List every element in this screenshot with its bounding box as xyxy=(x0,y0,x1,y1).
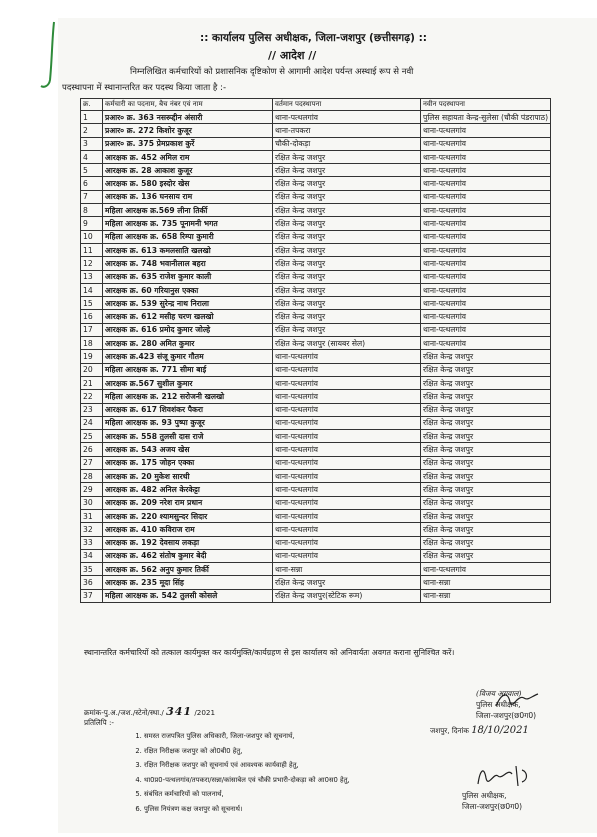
table-row xyxy=(81,337,551,350)
current-posting: थाना-पत्थलगांव xyxy=(273,416,421,429)
serial-number: 34 xyxy=(81,549,103,562)
serial-number: 27 xyxy=(81,456,103,469)
serial-number: 28 xyxy=(81,470,103,483)
serial-number: 23 xyxy=(81,403,103,416)
copy-item: 5. संबंधित कर्मचारियों को पालनार्थ, xyxy=(144,787,350,802)
serial-number: 33 xyxy=(81,536,103,549)
employee-name: महिला आरक्षक क्र. 542 तुलसी कोसले xyxy=(103,589,273,602)
new-posting: थाना-पत्थलगांव xyxy=(421,124,551,137)
current-posting: रक्षित केन्द्र जशपुर xyxy=(273,177,421,190)
column-header: क्र. xyxy=(81,99,103,111)
current-posting: रक्षित केन्द्र जशपुर xyxy=(273,150,421,163)
employee-name: आरक्षक क्र. 220 श्यामसुन्दर सिदार xyxy=(103,509,273,522)
copy-label: प्रतिलिपि :- xyxy=(84,718,115,727)
employee-name: महिला आरक्षक क्र. 658 रिम्पा कुमारी xyxy=(103,230,273,243)
new-posting: रक्षित केन्द्र जशपुर xyxy=(421,483,551,496)
new-posting: थाना-पत्थलगांव xyxy=(421,323,551,336)
new-posting: रक्षित केन्द्र जशपुर xyxy=(421,549,551,562)
current-posting: थाना-पत्थलगांव xyxy=(273,350,421,363)
table-row xyxy=(81,576,551,589)
employee-name: आरक्षक क्र. 558 तुलसी दास राजे xyxy=(103,430,273,443)
serial-number: 14 xyxy=(81,283,103,296)
serial-number: 11 xyxy=(81,243,103,256)
table-row xyxy=(81,124,551,137)
serial-number: 31 xyxy=(81,509,103,522)
copy-list xyxy=(132,729,350,817)
serial-number: 24 xyxy=(81,416,103,429)
new-posting: थाना-पत्थलगांव xyxy=(421,310,551,323)
signature-block-2 xyxy=(462,790,522,812)
current-posting: रक्षित केन्द्र जशपुर xyxy=(273,257,421,270)
column-header: वर्तमान पदस्थापना xyxy=(273,99,421,111)
new-posting: थाना-पत्थलगांव xyxy=(421,217,551,230)
current-posting: थाना-पत्थलगांव xyxy=(273,443,421,456)
new-posting: थाना-पत्थलगांव xyxy=(421,150,551,163)
table-row xyxy=(81,496,551,509)
serial-number: 4 xyxy=(81,150,103,163)
serial-number: 36 xyxy=(81,576,103,589)
date-label: दिनांक xyxy=(451,726,469,735)
employee-name: आरक्षक क्र. 543 अजय खेस xyxy=(103,443,273,456)
table-row xyxy=(81,509,551,522)
place-date xyxy=(430,725,529,736)
signature-block-1 xyxy=(476,688,536,721)
table-row xyxy=(81,403,551,416)
table-header-row xyxy=(81,99,551,111)
table-row xyxy=(81,376,551,389)
current-posting: थाना-पत्थलगांव xyxy=(273,363,421,376)
employee-name: महिला आरक्षक क्र. 212 सरोजनी खलखो xyxy=(103,390,273,403)
date-value: 18/10/2021 xyxy=(471,725,529,736)
new-posting: रक्षित केन्द्र जशपुर xyxy=(421,456,551,469)
new-posting: रक्षित केन्द्र जशपुर xyxy=(421,496,551,509)
serial-number: 6 xyxy=(81,177,103,190)
serial-number: 17 xyxy=(81,323,103,336)
new-posting: थाना-सन्ना xyxy=(421,576,551,589)
serial-number: 35 xyxy=(81,563,103,576)
employee-name: महिला आरक्षक क्र. 771 सीमा बाई xyxy=(103,363,273,376)
table-row xyxy=(81,297,551,310)
serial-number: 16 xyxy=(81,310,103,323)
new-posting: थाना-पत्थलगांव xyxy=(421,230,551,243)
current-posting: रक्षित केन्द्र जशपुर xyxy=(273,190,421,203)
new-posting: थाना-सन्ना xyxy=(421,589,551,602)
employee-name: आरक्षक क्र. 20 मुकेश सारथी xyxy=(103,470,273,483)
new-posting: रक्षित केन्द्र जशपुर xyxy=(421,523,551,536)
current-posting: रक्षित केन्द्र जशपुर(स्टेटिक रूम) xyxy=(273,589,421,602)
new-posting: रक्षित केन्द्र जशपुर xyxy=(421,363,551,376)
serial-number: 25 xyxy=(81,430,103,443)
new-posting: रक्षित केन्द्र जशपुर xyxy=(421,470,551,483)
place: जशपुर, xyxy=(430,726,450,735)
table-row xyxy=(81,283,551,296)
serial-number: 30 xyxy=(81,496,103,509)
signatory-name: (विजय अग्रवाल) xyxy=(476,689,522,698)
signatory-designation-2: पुलिस अधीक्षक, xyxy=(462,791,507,800)
table-row xyxy=(81,217,551,230)
new-posting: थाना-पत्थलगांव xyxy=(421,177,551,190)
employee-name: महिला आरक्षक क्र. 735 पूनामनी भगत xyxy=(103,217,273,230)
copy-item: 3. रक्षित निरीक्षक जशपुर को सूचनार्थ एवं आवश्यक कार्यवाही हेतु, xyxy=(144,758,350,773)
employee-name: महिला आरक्षक क्र.569 लीना तिर्की xyxy=(103,204,273,217)
order-heading: // आदेश // xyxy=(268,49,317,62)
current-posting: रक्षित केन्द्र जशपुर xyxy=(273,297,421,310)
new-posting: थाना-पत्थलगांव xyxy=(421,297,551,310)
table-row xyxy=(81,470,551,483)
employee-name: आरक्षक क्र. 175 जोहन एक्का xyxy=(103,456,273,469)
new-posting: थाना-पत्थलगांव xyxy=(421,204,551,217)
new-posting: थाना-पत्थलगांव xyxy=(421,563,551,576)
current-posting: रक्षित केन्द्र जशपुर xyxy=(273,270,421,283)
employee-name: आरक्षक क्र. 482 अनिल केरकेट्टा xyxy=(103,483,273,496)
serial-number: 26 xyxy=(81,443,103,456)
employee-name: आरक्षक क्र. 748 भवानीलाल बहरा xyxy=(103,257,273,270)
new-posting: पुलिस सहायता केन्द्र-सुलेसा (चौकी पंडरापाठ) xyxy=(421,111,551,124)
new-posting: रक्षित केन्द्र जशपुर xyxy=(421,430,551,443)
table-row xyxy=(81,243,551,256)
serial-number: 5 xyxy=(81,164,103,177)
table-row xyxy=(81,430,551,443)
employee-name: आरक्षक क्र. 562 अनुप कुमार तिर्की xyxy=(103,563,273,576)
table-row xyxy=(81,443,551,456)
current-posting: थाना-पत्थलगांव xyxy=(273,456,421,469)
intro-line-2: पदस्थापना में स्थानान्तरित कर पदस्थ किया जाता है :- xyxy=(62,83,227,93)
current-posting: थाना-पत्थलगांव xyxy=(273,549,421,562)
new-posting: रक्षित केन्द्र जशपुर xyxy=(421,443,551,456)
new-posting: थाना-पत्थलगांव xyxy=(421,283,551,296)
employee-name: आरक्षक क्र. 580 इस्दोर खेस xyxy=(103,177,273,190)
employee-name: आरक्षक क्र. 209 नरेश राम प्रधान xyxy=(103,496,273,509)
transfer-table xyxy=(80,98,551,603)
serial-number: 15 xyxy=(81,297,103,310)
current-posting: थाना-पत्थलगांव xyxy=(273,390,421,403)
employee-name: आरक्षक क्र. 612 मसीह चरण खलखो xyxy=(103,310,273,323)
serial-number: 2 xyxy=(81,124,103,137)
table-row xyxy=(81,416,551,429)
new-posting: रक्षित केन्द्र जशपुर xyxy=(421,350,551,363)
table-row xyxy=(81,456,551,469)
signature-scribble-2 xyxy=(472,762,532,790)
serial-number: 7 xyxy=(81,190,103,203)
employee-name: आरक्षक क्र. 539 सुरेन्द्र नाथ निराला xyxy=(103,297,273,310)
new-posting: थाना-पत्थलगांव xyxy=(421,190,551,203)
new-posting: रक्षित केन्द्र जशपुर xyxy=(421,390,551,403)
employee-name: प्रआर० क्र. 363 नसरूद्दीन अंसारी xyxy=(103,111,273,124)
current-posting: थाना-पत्थलगांव xyxy=(273,523,421,536)
new-posting: रक्षित केन्द्र जशपुर xyxy=(421,416,551,429)
table-row xyxy=(81,323,551,336)
table-row xyxy=(81,549,551,562)
employee-name: आरक्षक क्र. 616 प्रमोद कुमार जोल्हे xyxy=(103,323,273,336)
employee-name: महिला आरक्षक क्र. 93 पुष्पा कुजूर xyxy=(103,416,273,429)
column-header: कर्मचारी का पदनाम, बैच नंबर एवं नाम xyxy=(103,99,273,111)
reference-number xyxy=(84,705,215,718)
current-posting: थाना-पत्थलगांव xyxy=(273,496,421,509)
table-row xyxy=(81,536,551,549)
employee-name: आरक्षक क्र. 28 आकाश कुजूर xyxy=(103,164,273,177)
current-posting: थाना-पत्थलगांव xyxy=(273,430,421,443)
new-posting: थाना-पत्थलगांव xyxy=(421,137,551,150)
table-row xyxy=(81,390,551,403)
copy-item: 4. था0प्र0-पत्थलगांव/तपकरा/सन्ना/कांसाबेल एवं चौकी प्रभारी-दोकड़ा को आ0स0 हेतु, xyxy=(144,773,350,788)
table-row xyxy=(81,177,551,190)
table-row xyxy=(81,563,551,576)
current-posting: थाना-पत्थलगांव xyxy=(273,536,421,549)
signatory-district-2: जिला-जशपुर(छ0ग0) xyxy=(462,802,523,811)
employee-name: आरक्षक क्र. 136 घनसाय राम xyxy=(103,190,273,203)
table-row xyxy=(81,111,551,124)
table-row xyxy=(81,310,551,323)
employee-name: प्रआर० क्र. 375 प्रेमप्रकाश कुर्रे xyxy=(103,137,273,150)
serial-number: 3 xyxy=(81,137,103,150)
table-row xyxy=(81,164,551,177)
employee-name: आरक्षक क्र. 635 राजेश कुमार काली xyxy=(103,270,273,283)
serial-number: 21 xyxy=(81,376,103,389)
new-posting: थाना-पत्थलगांव xyxy=(421,257,551,270)
table-row xyxy=(81,350,551,363)
table-row xyxy=(81,523,551,536)
current-posting: थाना-सन्ना xyxy=(273,563,421,576)
employee-name: आरक्षक क्र. 613 कमलसाति खलखो xyxy=(103,243,273,256)
current-posting: थाना-पत्थलगांव xyxy=(273,483,421,496)
table-row xyxy=(81,363,551,376)
employee-name: आरक्षक क्र.423 संजू कुमार गौतम xyxy=(103,350,273,363)
serial-number: 18 xyxy=(81,337,103,350)
current-posting: थाना-पत्थलगांव xyxy=(273,403,421,416)
serial-number: 19 xyxy=(81,350,103,363)
current-posting: रक्षित केन्द्र जशपुर xyxy=(273,576,421,589)
new-posting: रक्षित केन्द्र जशपुर xyxy=(421,509,551,522)
serial-number: 10 xyxy=(81,230,103,243)
serial-number: 22 xyxy=(81,390,103,403)
current-posting: रक्षित केन्द्र जशपुर xyxy=(273,164,421,177)
serial-number: 12 xyxy=(81,257,103,270)
table-row xyxy=(81,190,551,203)
new-posting: रक्षित केन्द्र जशपुर xyxy=(421,536,551,549)
employee-name: आरक्षक क्र. 617 शिवशंकर पैकरा xyxy=(103,403,273,416)
new-posting: थाना-पत्थलगांव xyxy=(421,337,551,350)
current-posting: रक्षित केन्द्र जशपुर xyxy=(273,204,421,217)
table-row xyxy=(81,483,551,496)
current-posting: थाना-तपकरा xyxy=(273,124,421,137)
intro-line-1: निम्नलिखित कर्मचारियों को प्रशासनिक दृष्टिकोण से आगामी आदेश पर्यन्त अस्थाई रूप से नवी xyxy=(130,67,414,77)
serial-number: 9 xyxy=(81,217,103,230)
instruction-note: स्थानान्तरित कर्मचारियों को तत्काल कार्यमुक्त कर कार्यमुक्ति/कार्यग्रहण से इस कार्यालय को अनिवार्यतः अवगत कराना सुनिश्चित करें। xyxy=(84,648,455,657)
serial-number: 32 xyxy=(81,523,103,536)
new-posting: थाना-पत्थलगांव xyxy=(421,243,551,256)
table-row xyxy=(81,137,551,150)
table-row xyxy=(81,270,551,283)
current-posting: रक्षित केन्द्र जशपुर (सायबर सेल) xyxy=(273,337,421,350)
column-header: नवीन पदस्थापना xyxy=(421,99,551,111)
serial-number: 1 xyxy=(81,111,103,124)
serial-number: 20 xyxy=(81,363,103,376)
table-row xyxy=(81,150,551,163)
serial-number: 13 xyxy=(81,270,103,283)
current-posting: चौकी-दोकड़ा xyxy=(273,137,421,150)
current-posting: थाना-पत्थलगांव xyxy=(273,470,421,483)
reference-serial: 341 xyxy=(166,705,193,718)
serial-number: 37 xyxy=(81,589,103,602)
serial-number: 8 xyxy=(81,204,103,217)
current-posting: थाना-पत्थलगांव xyxy=(273,509,421,522)
employee-name: आरक्षक क्र. 280 अमित कुमार xyxy=(103,337,273,350)
current-posting: रक्षित केन्द्र जशपुर xyxy=(273,283,421,296)
current-posting: रक्षित केन्द्र जशपुर xyxy=(273,243,421,256)
table-row xyxy=(81,204,551,217)
copy-item: 2. रक्षित निरीक्षक जशपुर को ओ0बी0 हेतु, xyxy=(144,744,350,759)
current-posting: थाना-पत्थलगांव xyxy=(273,376,421,389)
employee-name: आरक्षक क्र. 452 अमिल राम xyxy=(103,150,273,163)
current-posting: रक्षित केन्द्र जशपुर xyxy=(273,310,421,323)
new-posting: थाना-पत्थलगांव xyxy=(421,270,551,283)
employee-name: आरक्षक क्र. 192 देवसाय लकड़ा xyxy=(103,536,273,549)
table-row xyxy=(81,230,551,243)
employee-name: प्रआर० क्र. 272 किशोर कुजूर xyxy=(103,124,273,137)
green-margin-mark xyxy=(40,20,62,90)
office-title: :: कार्यालय पुलिस अधीक्षक, जिला-जशपुर (छत्तीसगढ़) :: xyxy=(200,32,427,44)
employee-name: आरक्षक क्र.567 सुशील कुमार xyxy=(103,376,273,389)
signatory-district: जिला-जशपुर(छ0ग0) xyxy=(476,711,537,720)
current-posting: रक्षित केन्द्र जशपुर xyxy=(273,230,421,243)
employee-name: आरक्षक क्र. 60 गरियानुस एक्का xyxy=(103,283,273,296)
new-posting: थाना-पत्थलगांव xyxy=(421,164,551,177)
new-posting: रक्षित केन्द्र जशपुर xyxy=(421,403,551,416)
table-row xyxy=(81,257,551,270)
new-posting: रक्षित केन्द्र जशपुर xyxy=(421,376,551,389)
reference-year: /2021 xyxy=(194,708,216,717)
employee-name: आरक्षक क्र. 410 कविराज राम xyxy=(103,523,273,536)
copy-item: 1. समस्त राजपत्रित पुलिस अधिकारी, जिला-जशपुर को सूचनार्थ, xyxy=(144,729,350,744)
current-posting: थाना-पत्थलगांव xyxy=(273,111,421,124)
current-posting: रक्षित केन्द्र जशपुर xyxy=(273,217,421,230)
serial-number: 29 xyxy=(81,483,103,496)
reference-prefix: क्रमांक-पु.अ./जश./स्टेनो/स्था./ xyxy=(84,708,164,717)
employee-name: आरक्षक क्र. 235 मूदा सिंह xyxy=(103,576,273,589)
current-posting: रक्षित केन्द्र जशपुर xyxy=(273,323,421,336)
signatory-designation: पुलिस अधीक्षक, xyxy=(476,700,521,709)
copy-item: 6. पुलिस नियंत्रण कक्ष जशपुर को सूचनार्थ। xyxy=(144,802,350,817)
employee-name: आरक्षक क्र. 462 संतोष कुमार बेदी xyxy=(103,549,273,562)
table-row xyxy=(81,589,551,602)
